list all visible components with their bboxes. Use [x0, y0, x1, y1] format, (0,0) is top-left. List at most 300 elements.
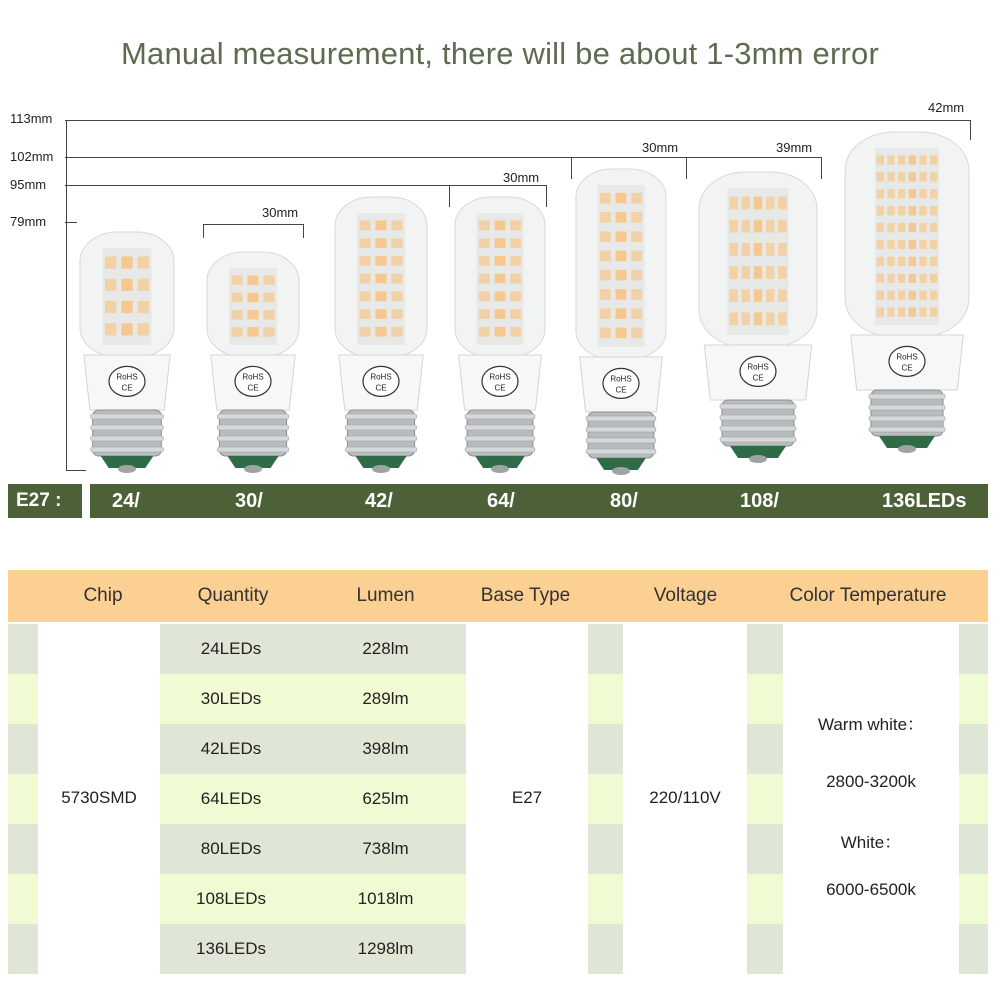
led-chip [616, 308, 627, 319]
led-chip [479, 238, 490, 248]
led-chip [898, 172, 905, 181]
width-label-42: 42mm [928, 100, 965, 115]
led-chip [631, 308, 642, 319]
bulb-image [453, 195, 547, 486]
led-chip [359, 256, 370, 266]
bulb-image [333, 195, 429, 486]
led-chip [887, 206, 894, 215]
led-chip [138, 301, 149, 313]
led-chip [359, 274, 370, 284]
led-chip [754, 266, 763, 279]
led-chip [877, 274, 884, 283]
width-line-30-a [203, 224, 303, 225]
cell-quantity: 64LEDs [200, 789, 262, 808]
bulb-image [697, 170, 819, 476]
led-chip [898, 206, 905, 215]
cell-lumen: 1018lm [357, 889, 414, 908]
base-contact [372, 465, 390, 473]
cell-lumen: 625lm [362, 789, 409, 808]
color-temp-white-label: White： [840, 833, 902, 852]
led-chip [359, 327, 370, 337]
bulb-24 [78, 230, 176, 486]
base-contact [898, 445, 916, 453]
led-chip [909, 189, 916, 198]
screw-thread [345, 447, 416, 452]
rohs-text: RoHS [116, 372, 138, 382]
led-chip [616, 251, 627, 262]
led-chip [778, 312, 787, 325]
led-count-108: 108/ [740, 490, 779, 512]
screw-thread [217, 414, 288, 419]
screw-thread [720, 426, 796, 431]
bulb-42 [333, 195, 429, 486]
led-chip [877, 257, 884, 266]
led-chip [742, 289, 751, 302]
ce-mark: CE [247, 383, 259, 393]
led-chip [600, 328, 611, 339]
width-label-30-a: 30mm [262, 205, 299, 220]
screw-thread [869, 405, 945, 410]
bulb-108 [697, 170, 819, 476]
table-header [8, 570, 988, 622]
led-chip [247, 310, 258, 319]
led-chip [930, 291, 937, 300]
led-chip [877, 307, 884, 316]
screw-thread [720, 404, 796, 409]
led-chip [631, 231, 642, 242]
led-chip [479, 221, 490, 231]
led-chip [600, 308, 611, 319]
led-chip [754, 312, 763, 325]
screw-thread [465, 425, 535, 430]
led-count-bar [90, 484, 988, 518]
led-chip [600, 193, 611, 204]
led-chip [742, 312, 751, 325]
led-chip [631, 328, 642, 339]
led-chip [919, 206, 926, 215]
cell-quantity: 24LEDs [200, 639, 262, 658]
led-chip [742, 266, 751, 279]
led-chip [391, 291, 402, 301]
led-count-136: 136LEDs [882, 490, 967, 512]
screw-thread [91, 425, 164, 430]
led-chip [391, 238, 402, 248]
screw-thread [720, 415, 796, 420]
led-chip [631, 289, 642, 300]
led-chip [263, 327, 274, 336]
led-chip [898, 291, 905, 300]
screw-thread [586, 427, 656, 432]
led-chip [729, 220, 738, 233]
cell-quantity: 108LEDs [196, 889, 266, 908]
led-chip [631, 270, 642, 281]
base-contact [118, 465, 136, 473]
color-temperature-cell [783, 624, 959, 974]
rohs-text: RoHS [242, 372, 264, 382]
ce-mark: CE [494, 383, 506, 393]
screw-thread [465, 436, 535, 441]
screw-thread [91, 414, 164, 419]
led-chip [616, 212, 627, 223]
bulb-30 [205, 250, 301, 486]
led-chip [600, 212, 611, 223]
led-chip [105, 301, 116, 313]
color-temp-warm-label: Warm white： [817, 715, 925, 734]
header-lumen: Lumen [356, 585, 415, 606]
led-chip [510, 238, 521, 248]
led-chip [877, 223, 884, 232]
page-title: Manual measurement, there will be about 1-3mm error [121, 36, 879, 71]
header-quantity: Quantity [197, 585, 269, 606]
led-chip [887, 291, 894, 300]
led-chip [887, 172, 894, 181]
led-chip [391, 309, 402, 319]
led-chip [887, 240, 894, 249]
dimension-line-95 [65, 185, 449, 186]
ce-mark: CE [752, 373, 764, 383]
dimension-line-113 [65, 120, 971, 121]
led-chip [359, 291, 370, 301]
led-chip [919, 172, 926, 181]
screw-thread [586, 438, 656, 443]
header-base-type: Base Type [480, 585, 571, 606]
led-chip [766, 243, 775, 256]
base-type-label: E27 : [8, 484, 82, 518]
led-chip [121, 279, 132, 291]
led-chip [909, 223, 916, 232]
led-chip [909, 206, 916, 215]
cell-lumen: 398lm [362, 739, 409, 758]
led-chip [263, 310, 274, 319]
bulb-image [843, 130, 971, 466]
bulb-image [574, 167, 668, 488]
height-label-113: 113mm [10, 111, 53, 126]
led-chip [495, 291, 506, 301]
led-chip [495, 274, 506, 284]
width-line-30-c [571, 157, 686, 158]
screw-thread [586, 416, 656, 421]
led-chip [105, 279, 116, 291]
cell-lumen: 228lm [362, 639, 409, 658]
led-chip [919, 189, 926, 198]
led-chip [495, 309, 506, 319]
led-count-24: 24/ [112, 490, 140, 512]
led-chip [909, 155, 916, 164]
screw-thread [869, 394, 945, 399]
screw-thread [465, 447, 535, 452]
cell-quantity: 42LEDs [200, 739, 262, 758]
led-chip [263, 293, 274, 302]
screw-thread [91, 436, 164, 441]
led-chip [391, 256, 402, 266]
led-chip [919, 155, 926, 164]
width-label-30-b: 30mm [503, 170, 540, 185]
screw-thread [586, 449, 656, 454]
led-chip [616, 193, 627, 204]
led-chip [919, 257, 926, 266]
led-chip [616, 231, 627, 242]
width-tick [203, 224, 204, 238]
cell-quantity: 136LEDs [196, 939, 266, 958]
led-chip [729, 197, 738, 210]
led-chip [919, 291, 926, 300]
led-chip [766, 289, 775, 302]
width-tick [686, 157, 687, 179]
led-chip [247, 327, 258, 336]
led-chip [766, 312, 775, 325]
led-chip [600, 231, 611, 242]
led-chip [930, 257, 937, 266]
led-chip [375, 221, 386, 231]
led-chip [510, 274, 521, 284]
led-chip [375, 309, 386, 319]
led-chip [877, 240, 884, 249]
led-chip [247, 275, 258, 284]
led-chip [359, 238, 370, 248]
led-chip [778, 243, 787, 256]
led-chip [138, 256, 149, 268]
led-chip [766, 266, 775, 279]
led-chip [766, 220, 775, 233]
led-chip [930, 206, 937, 215]
led-chip [729, 243, 738, 256]
led-chip [375, 238, 386, 248]
screw-thread [217, 436, 288, 441]
led-chip [909, 240, 916, 249]
led-chip [887, 223, 894, 232]
led-chip [510, 256, 521, 266]
led-chip [898, 257, 905, 266]
led-chip [616, 270, 627, 281]
led-chip [909, 274, 916, 283]
width-line-30-b [449, 185, 546, 186]
base-contact [491, 465, 509, 473]
bulb-136 [843, 130, 971, 466]
led-chip [231, 327, 242, 336]
led-chip [742, 243, 751, 256]
height-label-102: 102mm [10, 149, 54, 164]
led-chip [375, 291, 386, 301]
width-tick [449, 185, 450, 207]
led-chip [877, 172, 884, 181]
led-chip [510, 327, 521, 337]
led-chip [909, 257, 916, 266]
led-chip [898, 240, 905, 249]
led-chip [930, 189, 937, 198]
led-chip [877, 206, 884, 215]
led-chip [600, 289, 611, 300]
left-vertical-line [66, 120, 67, 470]
led-chip [359, 221, 370, 231]
led-chip [138, 279, 149, 291]
screw-thread [345, 414, 416, 419]
ce-mark: CE [375, 383, 387, 393]
led-chip [375, 274, 386, 284]
cell-quantity: 30LEDs [200, 689, 262, 708]
led-chip [742, 220, 751, 233]
screw-thread [345, 436, 416, 441]
led-chip [247, 293, 258, 302]
led-chip [631, 251, 642, 262]
led-chip [887, 189, 894, 198]
header-color-temperature: Color Temperature [789, 585, 947, 606]
led-chip [391, 327, 402, 337]
led-count-42: 42/ [365, 490, 393, 512]
screw-thread [465, 414, 535, 419]
led-chip [391, 274, 402, 284]
led-chip [898, 274, 905, 283]
rohs-text: RoHS [370, 372, 392, 382]
led-chip [754, 220, 763, 233]
led-chip [887, 257, 894, 266]
screw-thread [869, 427, 945, 432]
led-chip [887, 274, 894, 283]
chip-value: 5730SMD [61, 788, 137, 807]
voltage-value: 220/110V [649, 788, 721, 807]
led-chip [754, 243, 763, 256]
width-tick [821, 157, 822, 179]
height-label-95: 95mm [10, 177, 47, 192]
led-chip [105, 323, 116, 335]
dimension-line-102 [65, 157, 571, 158]
led-chip [919, 223, 926, 232]
led-chip [479, 291, 490, 301]
width-tick [303, 224, 304, 238]
base-contact [244, 465, 262, 473]
led-chip [616, 328, 627, 339]
led-chip [375, 327, 386, 337]
led-chip [919, 274, 926, 283]
led-chip [930, 172, 937, 181]
rohs-text: RoHS [896, 352, 918, 362]
led-chip [121, 301, 132, 313]
led-chip [930, 240, 937, 249]
led-chip [231, 275, 242, 284]
led-chip [231, 310, 242, 319]
bulb-80 [574, 167, 668, 488]
width-line-39 [686, 157, 821, 158]
led-chip [930, 223, 937, 232]
header-voltage: Voltage [653, 585, 718, 606]
led-chip [359, 309, 370, 319]
led-core [875, 148, 939, 325]
led-chip [391, 221, 402, 231]
led-chip [510, 309, 521, 319]
led-chip [887, 155, 894, 164]
ce-mark: CE [901, 363, 913, 373]
screw-thread [720, 437, 796, 442]
screw-thread [217, 425, 288, 430]
cell-lumen: 289lm [362, 689, 409, 708]
led-chip [766, 197, 775, 210]
screw-thread [217, 447, 288, 452]
led-chip [930, 155, 937, 164]
led-chip [616, 289, 627, 300]
rohs-text: RoHS [489, 372, 511, 382]
led-chip [495, 256, 506, 266]
led-chip [877, 291, 884, 300]
voltage-cell [623, 624, 747, 974]
cell-lumen: 738lm [362, 839, 409, 858]
header-chip: Chip [83, 585, 123, 606]
screw-thread [869, 416, 945, 421]
ce-mark: CE [121, 383, 133, 393]
led-chip [898, 307, 905, 316]
led-chip [778, 197, 787, 210]
height-label-79: 79mm [10, 214, 47, 229]
rohs-text: RoHS [747, 362, 769, 372]
led-chip [263, 275, 274, 284]
led-chip [778, 220, 787, 233]
led-chip [121, 323, 132, 335]
led-count-30: 30/ [235, 490, 263, 512]
base-contact [749, 455, 767, 463]
led-chip [495, 221, 506, 231]
led-chip [930, 274, 937, 283]
width-label-30-c: 30mm [642, 140, 679, 155]
led-chip [729, 266, 738, 279]
bulb-64 [453, 195, 547, 486]
led-chip [778, 266, 787, 279]
base-contact [612, 467, 630, 475]
led-chip [919, 307, 926, 316]
led-chip [121, 256, 132, 268]
led-chip [600, 251, 611, 262]
led-chip [510, 221, 521, 231]
led-chip [930, 307, 937, 316]
led-chip [105, 256, 116, 268]
screw-thread [91, 447, 164, 452]
led-chip [479, 256, 490, 266]
led-chip [729, 289, 738, 302]
led-core [598, 185, 645, 347]
led-chip [754, 197, 763, 210]
led-chip [909, 172, 916, 181]
led-chip [919, 240, 926, 249]
led-chip [742, 197, 751, 210]
led-chip [729, 312, 738, 325]
base-type-cell [466, 624, 588, 974]
led-chip [600, 270, 611, 281]
led-chip [877, 189, 884, 198]
led-chip [754, 289, 763, 302]
led-chip [898, 223, 905, 232]
base-type-value: E27 [511, 788, 543, 807]
led-count-64: 64/ [487, 490, 515, 512]
led-chip [877, 155, 884, 164]
cell-quantity: 80LEDs [200, 839, 262, 858]
ce-mark: CE [615, 385, 627, 395]
width-tick [571, 157, 572, 179]
led-chip [138, 323, 149, 335]
color-temp-warm-range: 2800-3200k [826, 772, 916, 791]
led-chip [479, 327, 490, 337]
led-chip [479, 274, 490, 284]
led-chip [909, 291, 916, 300]
width-label-39: 39mm [776, 140, 813, 155]
rohs-text: RoHS [610, 374, 632, 384]
led-chip [510, 291, 521, 301]
led-chip [231, 293, 242, 302]
led-count-80: 80/ [610, 490, 638, 512]
led-chip [631, 212, 642, 223]
color-temp-white-range: 6000-6500k [826, 880, 916, 899]
cell-lumen: 1298lm [357, 939, 414, 958]
led-chip [778, 289, 787, 302]
chip-cell [38, 624, 160, 974]
screw-thread [345, 425, 416, 430]
bulb-image [78, 230, 176, 486]
